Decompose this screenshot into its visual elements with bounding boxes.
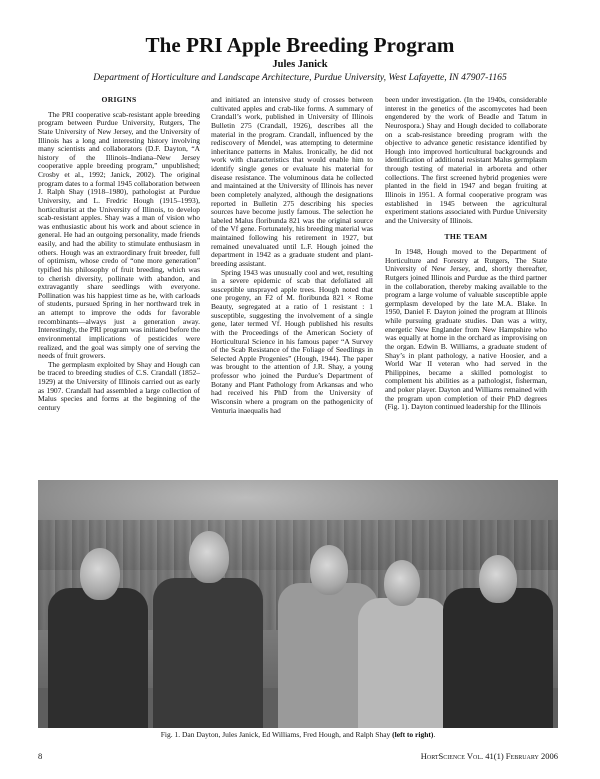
paragraph: been under investigation. (In the 1940s, considerable interest in the genetics of the ascomycetes had been engendered by the work of Beadle and Tatum in Neurospora.) Shay and Hough decided to collaborate on a scab-resistance breeding program with the objective to advance genetic resistance identified by Hough into improved horticultural backgrounds and identification of additional resistant Malus germplasm through testing of material in arboreta and other collections. The first screened hybrid progenies were planted in the field in 1947 and began fruiting at Illinois in 1951. A formal cooperative program was established in 1945 between the agricultural experiment stations associated with Purdue University and the University of Illinois. bbox=[385, 95, 547, 225]
caption-bold: (left to right) bbox=[392, 730, 434, 739]
author-name: Jules Janick bbox=[272, 59, 328, 70]
section-heading-origins: ORIGINS bbox=[101, 95, 137, 104]
page-number: 8 bbox=[38, 751, 43, 761]
paragraph: The germplasm exploited by Shay and Hough can be traced to breeding studies of C.S. Crandall (1852–1929) at the University of Illinois carried out as early as 1907. Crandall had assembled a large collection of Malus species and forms at the beginning of the century bbox=[38, 359, 200, 412]
paragraph: In 1948, Hough moved to the Department of Horticulture and Forestry at Rutgers, The State University of New Jersey, and, shortly thereafter, Rutgers joined Illinois and Purdue as the third partner in the collaboration, thereby making available to the program a large volume of valuable susceptible apple germplasm developed by the late M.A. Blake. In 1950, Daniel F. Dayton joined the program at Illinois while pursuing graduate studies. Dan was a witty, energetic New Englander from New Hampshire who was equally at home in the orchard as improvising on the organ. Edwin B. Williams, a graduate student of Shay’s in plant pathology, a native Hoosier, and a World War II veteran who had served in the Philippines, became a skilled pomologist to complement his abilities as a pathologist, fisherman, and poker player. Dayton and Williams remained with the program upon completion of their PhD degrees (Fig. 1). Dayton continued leadership for the Illinois bbox=[385, 247, 547, 412]
person-dan-dayton bbox=[48, 528, 148, 728]
article-title: The PRI Apple Breeding Program bbox=[145, 33, 455, 57]
person-ralph-shay bbox=[443, 533, 553, 728]
person-jules-janick bbox=[153, 513, 263, 728]
text-column-2 bbox=[211, 96, 373, 488]
person-fred-hough bbox=[358, 538, 448, 728]
paragraph: and initiated an intensive study of crosses between cultivated apples and crab-like forms. A summary of Crandall’s work, published in University of Illinois Bulletin 275 (Crandall, 1926), describes all the material in the program. Crandall, influenced by the rediscovery of Mendel, was attempting to determine inheritance patterns in Malus. Ironically, he did not work with characteristics that would enable him to identify single genes or evaluate his material for disease resistance. The voluminous data he collected and maintained at the University of Illinois has never been completely analyzed, although the designations reported in Bulletin 275 describing his species sources have become justly famous. The selection he labeled Malus floribunda 821 was the original source of the Vf gene. Fortunately, his breeding material was maintained following his retirement in 1927, but remained unevaluated until L.F. Hough joined the department in 1942 as a graduate student and plant-breeding assistant. bbox=[211, 95, 373, 268]
figure-photo bbox=[38, 480, 558, 728]
caption-text: Fig. 1. Dan Dayton, Jules Janick, Ed Williams, Fred Hough, and Ralph Shay bbox=[160, 730, 393, 739]
caption-end: . bbox=[433, 730, 436, 739]
figure-caption bbox=[38, 730, 558, 739]
author-affiliation: Department of Horticulture and Landscape Architecture, Purdue University, West Lafayette, IN 47907-1165 bbox=[93, 72, 507, 83]
journal-citation: HortScience Vol. 41(1) February 2006 bbox=[420, 751, 558, 761]
paragraph: The PRI cooperative scab-resistant apple breeding program between Purdue University, Rutgers, The State University of New Jersey, and the University of Illinois has a long and interesting history involving many scientists and collaborators (D.F. Dayton, “A history of the Illinois–Indiana–New Jersey cooperative apple breeding program,” unpublished; Crosby et al., 1992; Janick, 2002). The original program dates to a formal 1945 collaboration between J. Ralph Shay (1918–1980), pathologist at Purdue University, and L. Fredric Hough (1915–1993), horticulturist at the University of Illinois, to develop scab-resistant apples. Shay was a man of vision who was enthusiastic about his work and about science in general. He had an outgoing personality, made friends easily, and had the ability to stimulate enthusiasm in others. Hough was an extraordinary fruit breeder, full of optimism, whose credo of “one more generation” typified his philosophy of fruit breeding, which was to cherish diversity, pollinate with abandon, and extravagantly share seedlings with everyone. Pollination was his happiest time as he, with carloads of students, pursued Spring in her northward trek in an attempt to improve the odds for favorable recombinants—always just a generation away. Interestingly, the PRI program was initiated before the environmental implications of pesticides were realized, and the goal was simply one of serving the needs of fruit growers. bbox=[38, 109, 200, 361]
section-heading-team: THE TEAM bbox=[444, 232, 488, 242]
paragraph: Spring 1943 was unusually cool and wet, resulting in a severe epidemic of scab that defoliated all susceptible unsprayed apple trees. Hough noted that one progeny, an F2 of M. floribunda 821 × Rome Beauty, segregated at a ratio of 1 resistant : 1 susceptible, suggesting the involvement of a single gene, later termed Vf. Hough published his results with the Proceedings of the American Society of Horticultural Science in his famous paper “A Survey of the Scab Resistance of the Foliage of Seedlings in Selected Apple Progenies” (Hough, 1944). The paper was brought to the attention of J.R. Shay, a young professor who joined the Purdue’s Department of Botany and Plant Pathology from Arkansas and who had received his PhD from the University of Wisconsin where a program on the pathogenicity of Venturia inaequalis had bbox=[211, 267, 373, 415]
text-column-1 bbox=[38, 96, 200, 471]
